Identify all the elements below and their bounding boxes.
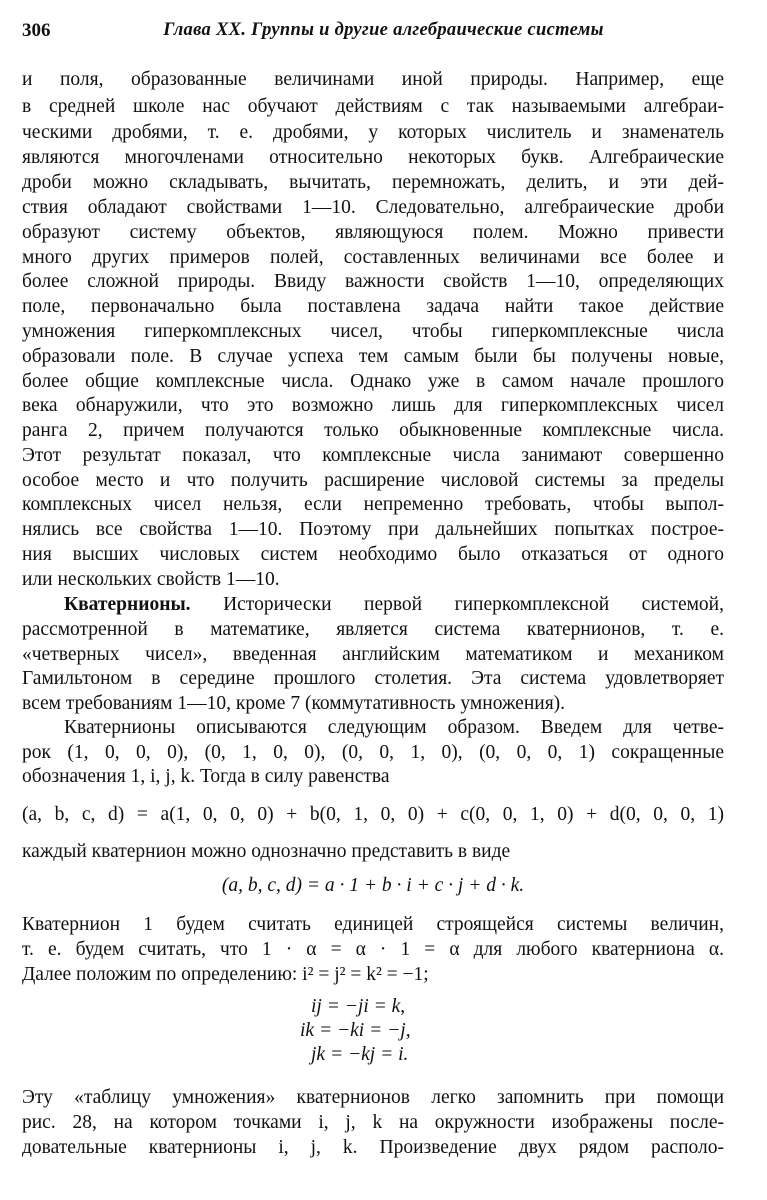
text-line: дроби можно складывать, вычитать, перемножать, делить, и эти дей- xyxy=(22,172,724,193)
text-line: рок (1, 0, 0, 0), (0, 1, 0, 0), (0, 0, 1, 0), (0, 0, 0, 1) сокращенные xyxy=(22,742,724,763)
text-line: нялись все свойства 1—10. Поэтому при дальнейших попытках построе- xyxy=(22,519,724,540)
text-line: Кватернион 1 будем считать единицей строящейся системы величин, xyxy=(22,914,724,935)
text-line: и поля, образованные величинами иной природы. Например, еще xyxy=(22,69,724,90)
running-title: Глава XX. Группы и другие алгебраические системы xyxy=(163,20,604,40)
text-line: в средней школе нас обучают действиям с так называемыми алгебраи- xyxy=(22,96,724,117)
text-line: Этот результат показал, что комплексные числа занимают совершенно xyxy=(22,445,724,466)
text-line: особое место и что получить расширение числовой системы за пределы xyxy=(22,470,724,491)
text-line: т. е. будем считать, что 1 · α = α · 1 = α для любого кватерниона α. xyxy=(22,939,724,960)
text-line: Далее положим по определению: i² = j² = k² = −1; xyxy=(22,964,429,985)
text-line: века обнаружили, что это возможно лишь для гиперкомплексных чисел xyxy=(22,395,724,416)
text-line: каждый кватернион можно однозначно представить в виде xyxy=(22,841,511,862)
section-heading: Кватернионы. xyxy=(64,594,191,615)
text-line: всем требованиям 1—10, кроме 7 (коммутативность умножения). xyxy=(22,693,566,714)
text-line: более сложной природы. Ввиду важности свойств 1—10, определяющих xyxy=(22,271,724,292)
text-line: ствия обладают свойствами 1—10. Следовательно, алгебраические дроби xyxy=(22,197,724,218)
text-line: комплексных чисел нельзя, если непременно требовать, чтобы выпол- xyxy=(22,494,724,515)
text-line: «четверных чисел», введенная английским математиком и механиком xyxy=(22,644,724,665)
formula-quaternion-form xyxy=(22,874,724,898)
text-line: много других примеров полей, составленных величинами все более и xyxy=(22,247,724,268)
text-line: более общие комплексные числа. Однако уже в самом начале прошлого xyxy=(22,371,724,392)
text-line: обозначения 1, i, j, k. Тогда в силу равенства xyxy=(22,766,390,787)
text-line: ческими дробями, т. е. дробями, у которых числитель и знаменатель xyxy=(22,122,724,143)
text-line: образуют систему объектов, являющуюся полем. Можно привести xyxy=(22,222,724,243)
text-line: являются многочленами относительно некоторых букв. Алгебраические xyxy=(22,147,724,168)
text-line: образовали поле. В случае успеха тем самым были бы получены новые, xyxy=(22,346,724,367)
page-header xyxy=(0,0,767,50)
rule-line: jk = −kj = i. xyxy=(311,1044,409,1065)
text-line xyxy=(64,593,724,617)
math-expression: (a, b, c, d) = a · 1 + b · i + c · j + d · k. xyxy=(221,875,525,896)
page-number: 306 xyxy=(22,20,51,41)
text-line: рис. 28, на котором точками i, j, k на окружности изображены после- xyxy=(22,1112,724,1133)
text-span: Исторически первой гиперкомплексной системой, xyxy=(223,594,724,615)
text-line: Гамильтоном в середине прошлого столетия. Эта система удовлетворяет xyxy=(22,668,724,689)
text-line: ния высших числовых систем необходимо было отказаться от одного xyxy=(22,544,724,565)
text-line: Эту «таблицу умножения» кватернионов легко запомнить при помощи xyxy=(22,1087,724,1108)
text-line: Кватернионы описываются следующим образом. Введем для четве- xyxy=(64,717,724,738)
text-line: довательные кватернионы i, j, k. Произведение двух рядом располо- xyxy=(22,1137,724,1158)
text-line: поле, первоначально была поставлена задача найти такое действие xyxy=(22,296,724,317)
formula-decomposition: (a, b, c, d) = a(1, 0, 0, 0) + b(0, 1, 0, 0) + c(0, 0, 1, 0) + d(0, 0, 0, 1) xyxy=(22,804,724,825)
rule-line: ij = −ji = k, xyxy=(311,996,406,1017)
text-line: умножения гиперкомплексных чисел, чтобы гиперкомплексные числа xyxy=(22,321,724,342)
rule-line: ik = −ki = −j, xyxy=(300,1020,411,1041)
text-line: ранга 2, причем получаются только обыкновенные комплексные числа. xyxy=(22,420,724,441)
text-line: рассмотренной в математике, является система кватернионов, т. е. xyxy=(22,619,724,640)
text-line: или нескольких свойств 1—10. xyxy=(22,569,280,590)
